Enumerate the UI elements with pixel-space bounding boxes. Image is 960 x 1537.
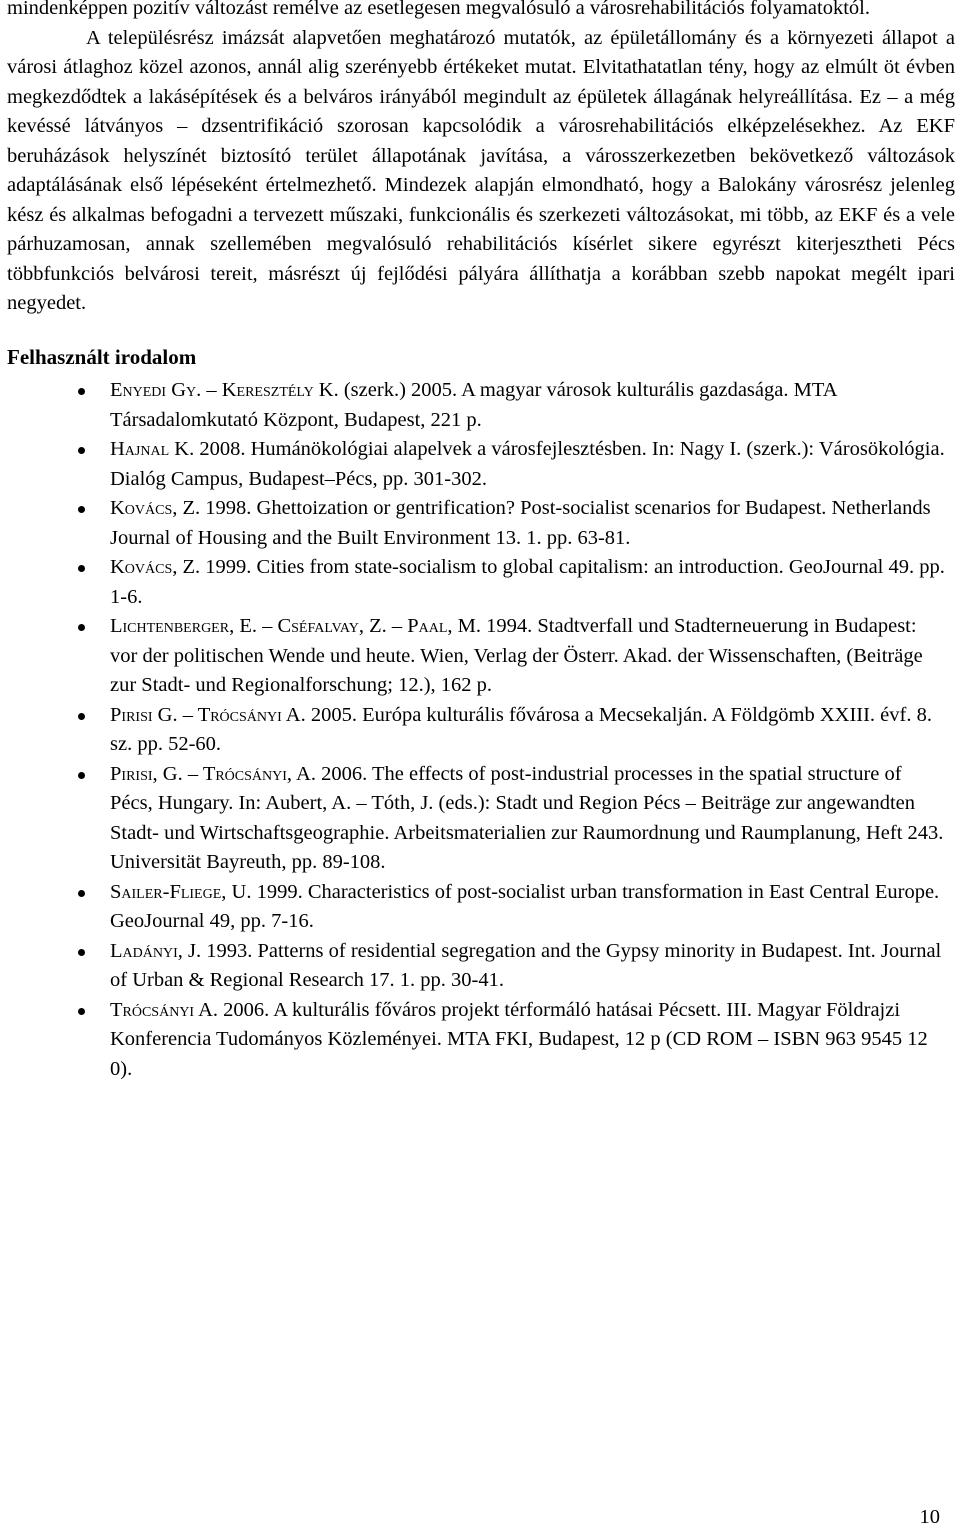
reference-authors: Lichtenberger, E. – Cséfalvay, Z. – Paal, M. [110,615,482,637]
references-heading: Felhasznált irodalom [7,344,197,369]
reference-text: 2006. The effects of post-industrial processes in the spatial structure of Pécs, Hungary. In: Aubert, A. – Tóth, J. (eds.): Stadt und Region Pécs – Beiträge zur angewandten Stadt- und Wirtschaftsgeographie. Arbeitsmaterialien zur Raumordnung und Raumplanung, Heft 243. Universität Bayreuth, pp. 89-108. [110,762,944,873]
bullet-icon [78,565,85,572]
body-paragraph: mindenképpen pozitív változást remélve az esetlegesen megvalósuló a városrehabilitációs folyamatoktól. [7,0,870,19]
reference-item [7,760,955,878]
bullet-icon [78,772,85,779]
bullet-icon [78,890,85,897]
reference-text: 2005. Európa kulturális fővárosa a Mecsekalján. A Földgömb XXIII. évf. 8. sz. pp. 52-60. [110,703,932,755]
reference-text: 1999. Characteristics of post-socialist urban transformation in East Central Europe. GeoJournal 49, pp. 7-16. [110,880,940,932]
reference-authors: Trócsányi A. [110,998,219,1021]
bullet-icon [78,624,85,631]
page-number: 10 [919,1506,940,1528]
references-list [7,376,955,1084]
reference-item [7,996,955,1085]
reference-authors: Kovács, Z. [110,556,201,578]
reference-item [7,435,955,494]
reference-text: 1999. Cities from state-socialism to global capitalism: an introduction. GeoJournal 49. pp. 1-6. [110,556,945,608]
reference-item [7,494,955,553]
reference-text: (szerk.) 2005. A magyar városok kulturális gazdasága. MTA Társadalomkutató Központ, Budapest, 221 p. [110,379,837,431]
reference-item [7,612,955,701]
reference-authors: Hajnal K. [110,438,195,460]
document-page [7,0,955,1084]
reference-item [7,376,955,435]
reference-authors: Enyedi Gy. – Keresztély K. [110,379,339,401]
body-paragraph: A településrész imázsát alapvetően meghatározó mutatók, az épületállomány és a környezeti állapot a városi átlaghoz közel azonos, annál alig szerényebb értékeket mutat. Elvitathatatlan tény, hogy az elmúlt öt évben megkezdődtek a lakásépítések és a belváros irányából megindult az épületek állagának helyreállítása. Ez – a még kevéssé látványos – dzsentrifikáció szorosan kapcsolódik a városrehabilitációs elképzelésekhez. Az EKF beruházások helyszínét biztosító terület állapotának javítása, a városszerkezetben bekövetkező változások adaptálásának első lépéseként értelmezhető. Mindezek alapján elmondható, hogy a Balokány városrész jelenleg kész és alkalmas befogadni a tervezett műszaki, funkcionális és szerkezeti változásokat, mi több, az EKF és a vele párhuzamosan, annak szellemében megvalósuló rehabilitációs kísérlet sikere egyrészt kiterjesztheti Pécs többfunkciós belvárosi tereit, másrészt új fejlődési pályára állíthatja a korábban szebb napokat megélt ipari negyedet. [7,26,955,314]
reference-authors: Pirisi, G. – Trócsányi, A. [110,762,316,785]
reference-text: 1993. Patterns of residential segregation and the Gypsy minority in Budapest. Int. Journal of Urban & Regional Research 17. 1. pp. 30-41. [110,939,942,991]
bullet-icon [78,506,85,513]
reference-text: 1994. Stadtverfall und Stadterneuerung in Budapest: vor der politischen Wende und heute. Wien, Verlag der Österr. Akad. der Wissenschaften, (Beiträge zur Stadt- und Regionalforschung; 12.), 162 p. [110,615,923,696]
reference-authors: Kovács, Z. [110,497,201,519]
bullet-icon [78,949,85,956]
bullet-icon [78,447,85,454]
bullet-icon [78,713,85,720]
reference-item [7,937,955,996]
bullet-icon [78,1008,85,1015]
reference-item [7,553,955,612]
bullet-icon [78,388,85,395]
reference-text: 1998. Ghettoization or gentrification? Post-socialist scenarios for Budapest. Netherlands Journal of Housing and the Built Environment 13. 1. pp. 63-81. [110,497,931,549]
reference-item [7,878,955,937]
reference-authors: Pirisi G. – Trócsányi A. [110,703,306,726]
reference-text: 2006. A kulturális főváros projekt térformáló hatásai Pécsett. III. Magyar Földrajzi Konferencia Tudományos Közleményei. MTA FKI, Budapest, 12 p (CD ROM – ISBN 963 9545 12 0). [110,998,928,1080]
reference-item [7,701,955,760]
reference-text: 2008. Humánökológiai alapelvek a városfejlesztésben. In: Nagy I. (szerk.): Városökológia. Dialóg Campus, Budapest–Pécs, pp. 301-302. [110,438,945,490]
reference-authors: Sailer-Fliege, U. [110,880,252,903]
reference-authors: Ladányi, J. [110,939,202,962]
